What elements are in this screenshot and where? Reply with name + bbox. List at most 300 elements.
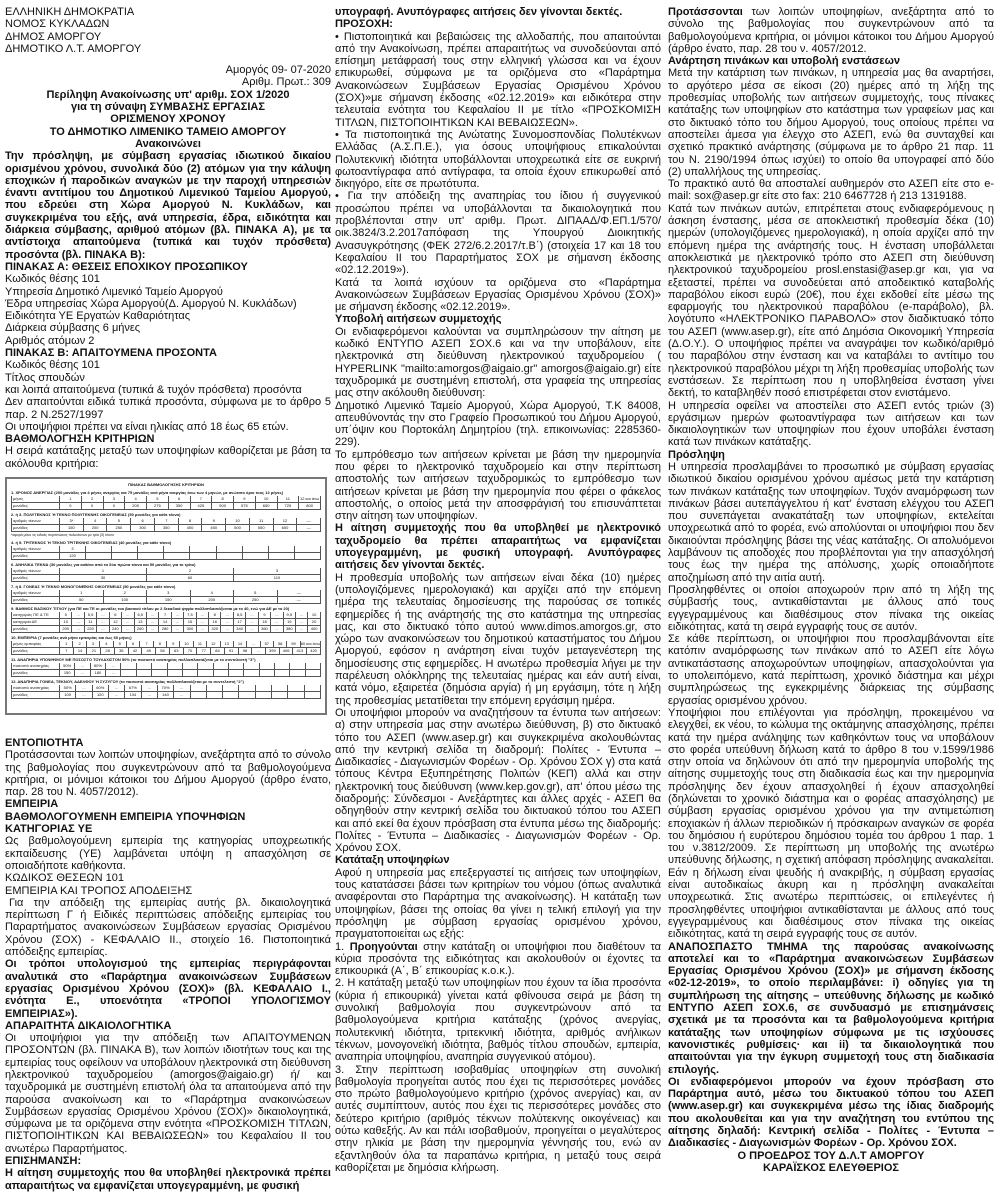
row-label: μονάδες (13, 502, 28, 508)
table-cell (111, 546, 137, 552)
paragraph-text: Αφού η υπηρεσία μας επεξεργαστεί τις αιτήσεις των υποψηφίων, τους κατατάσσει βάσει των κριτηρίων του νόμου (όπως αναλυτικά αναφέρονται στο Παράρτημα της ανακοίνωσης). Η κατάταξη των υποψηφίων, βάσει της οποίας θα γίνει η τελική επιλογή για την πρόσληψη με σύμβαση εργασίας ορισμένου χρόνου, πραγματοποιείται ως εξής: (335, 866, 661, 941)
paragraph (668, 1076, 994, 1150)
row-label: ποσοστό αναπηρίας (13, 684, 50, 690)
paragraph-text: Κατάταξη υποψηφίων (335, 854, 450, 867)
table-cell: 5,5 (84, 612, 96, 618)
paragraph-text: ΑΠΑΡΑΙΤΗΤΑ ΔΙΚΑΙΟΛΟΓΗΤΙΚΑ (5, 1019, 172, 1032)
paragraph-text: ΠΙΝΑΚΑΣ Β: ΑΠΑΙΤΟΥΜΕΝΑ ΠΡΟΣΟΝΤΑ (5, 347, 217, 360)
table-cell (255, 685, 271, 691)
table-cell (304, 685, 320, 691)
table-cell: 6 (168, 496, 190, 502)
section-heading (5, 798, 331, 810)
paragraph-text: των λοιπών υποψηφίων, ανεξάρτητα από το σύνολο της βαθμολογίας που συγκεντρώνουν από τα βαθμολογούμενα κριτήρια, οι μόνιμοι κάτοικοι του Δήμου Αμοργού (άρθρο ένατο, παρ. 28 του ν. 4057/2012. (668, 6, 994, 55)
table-cell: ... (245, 619, 257, 625)
table-cell: 0 (59, 503, 81, 509)
table-row (11, 597, 321, 604)
table-cell: 60% (92, 685, 108, 691)
table-cell: ... (196, 612, 208, 618)
table-cell: 12 και άνω (299, 495, 320, 501)
table-cell: 2 (81, 496, 103, 502)
paragraph-text: Κατά των πινάκων αυτών, επιτρέπεται στους ενδιαφερόμενους η άσκηση ένστασης, μέσα σε αποκλειστική προθεσμία δέκα (10) ημερών (υπολογιζόμενες ημερολογιακά), η οποία αρχίζει από την επόμενη ημέρα της ανάρτησής τους. Η ένσταση υποβάλλεται αποκλειστικά με ηλεκτρονικό τρόπο στο ΑΣΕΠ στη διεύθυνση ηλεκτρονικού ταχυδρομείου prosl.enstasi@asep.gr και, για να εξεταστεί, πρέπει να συνοδεύεται από αποδεικτικό καταβολής παραβόλου είκοσι ευρώ (20€), που έχει εκδοθεί είτε μέσω της εφαρμογής του ηλεκτρονικού παραβόλου (e-παράβολο), βλ. λογότυπο «ΗΛΕΚΤΡΟΝΙΚΟ ΠΑΡΑΒΟΛΟ» στον διαδικτυακό τόπο του ΑΣΕΠ (www.asep.gr), είτε από Δημόσια Οικονομική Υπηρεσία (Δ.Ο.Υ.). Ο υποψήφιος πρέπει να αναγράψει τον κωδικό/αριθμό του παραβόλου στην ένσταση και να καταβάλει το αντίτιμο του ηλεκτρονικού παραβόλου μέχρι τη λήξη προθεσμίας υποβολής των ενστάσεων. Σε περίπτωση που η υποβληθείσα ένσταση γίνει δεκτή, το καταβληθέν ποσό επιστρέφεται στον ενιστάμενο. (668, 202, 994, 400)
section-title: 11. ΑΝΑΠΗΡΙΑ ΥΠΟΨΗΦΙΟΥ ΜΕ ΠΟΣΟΣΤΟ ΤΟΥΛΑΧΙΣΤΟΝ 50% (το ποσοστό αναπηρίας πολλαπλασιάζεται με το συντελεστή "3") (11, 656, 256, 662)
table-cell (206, 692, 222, 698)
table-cell: 20 (307, 619, 319, 625)
table-cell: 5 (233, 590, 277, 596)
table-row (11, 612, 321, 619)
table-cell: 3 (86, 641, 99, 647)
paragraph (5, 421, 331, 433)
table-cell: 70% (157, 685, 173, 691)
paragraph (5, 298, 331, 310)
paragraph-text: ΕΜΠΕΙΡΙΑ ΚΑΙ ΤΡΟΠΟΣ ΑΠΟΔΕΙΞΗΣ (5, 884, 193, 897)
section-heading (335, 313, 661, 325)
table-cell: ... (74, 663, 89, 669)
table-cell: ... (121, 626, 133, 632)
table-cell (274, 663, 289, 669)
table-cell: 240 (109, 626, 121, 632)
paragraph-text: Την πρόσληψη, με σύμβαση εργασίας ιδιωτικού δικαίου ορισμένου χρόνου, συνολικά δύο (2) ατόμων για την κάλυψη εποχικών ή παροδικών αναγκών με την παροχή υπηρεσιών έναντι αντιτίμου του Δημοτικού Λιμενικού Ταμείου Αμοργού, που εδρεύει στη Χώρα Αμοργού Ν. Κυκλάδων, και συγκεκριμένα του εξής, ανά υπηρεσία, έδρα, ειδικότητα και διάρκεια σύμβασης, αριθμού ατόμων (βλ. ΠΙΝΑΚΑ Α), με τα αντίστοιχα απαιτούμενα (τυπικά και τυχόν πρόσθετα) προσόντα (βλ. ΠΙΝΑΚΑ Β): (5, 150, 331, 261)
paragraph (5, 396, 331, 421)
table-cell (268, 553, 294, 559)
paragraph (668, 400, 994, 449)
table-row (11, 626, 321, 633)
paragraph (5, 445, 331, 470)
paragraph-text: Ανάρτηση πινάκων και υποβολή ενστάσεων (668, 55, 901, 68)
table-cell: 400 (307, 626, 319, 632)
table-section (11, 562, 321, 582)
table-cell: 13 (134, 619, 146, 625)
table-cell: 2 (146, 568, 233, 574)
paragraph-text: Αμοργός 09- 07-2020 (225, 64, 331, 77)
paragraph-text: Μετά την κατάρτιση των πινάκων, η υπηρεσία μας θα αναρτήσει, το αργότερο μέσα σε είκοσι (20) ημέρες από τη λήξη της προθεσμίας υποβολής των αιτήσεων συμμετοχής, τους πίνακες κατάταξης των υποψηφίων στο κατάστημα των γραφείων μας και στο δικτυακό τόπο του δήμου Αμοργού, τους οποίους πρέπει να αποστείλει άμεσα για έλεγχο στο ΑΣΕΠ, ενώ θα συνταχθεί και σχετικό πρακτικό ανάρτησης (σύμφωνα με το άρθρο 21 παρ. 11 του Ν. 2190/1994 όπως ισχύει) το οποίο θα υπογραφεί από δύο (2) υπαλλήλους της υπηρεσίας. (668, 67, 994, 178)
paragraph-text: Για την απόδειξη της εμπειρίας αυτής βλ. δικαιολογητικά περίπτωση Γ ή Ειδικές περιπτώσεις απόδειξης εμπειρίας του Παραρτήματος ανακοινώσεων Συμβάσεων εργασίας Ορισμένου Χρόνου (ΣΟΧ) - ΚΕΦΑΛΑΙΟ ΙΙ., στοιχείο 16. Πιστοποιητικά απόδειξης εμπειρίας. (5, 896, 331, 959)
table-note: *αφορά μόνο τις ειδικές περιπτώσεις πολυτέκνων με τρία (3) τέκνα (11, 532, 114, 537)
table-cell: 200 (190, 597, 234, 603)
table-cell: 59 (286, 641, 299, 647)
table-cell (197, 670, 212, 676)
section-title: 10. ΕΜΠΕΙΡΙΑ (7 μονάδες ανά μήνα εμπειρίας και έως 60 μήνες) (11, 634, 132, 640)
paragraph (335, 400, 661, 449)
table-cell: ... (270, 626, 282, 632)
paragraph (5, 958, 331, 1019)
table-cell: ... (220, 626, 232, 632)
table-cell: ... (270, 612, 282, 618)
table-cell (305, 670, 320, 676)
table-cell (287, 692, 303, 698)
table-cell: 11 (193, 641, 206, 647)
table-cell: 650 (255, 503, 277, 509)
paragraph-text: ΒΑΘΜΟΛΟΓΟΥΜΕΝΗ ΕΜΠΕΙΡΙΑ ΥΠΟΨΗΦΙΩΝ (5, 810, 246, 823)
section-heading (335, 18, 661, 30)
table-cell: ... (171, 619, 183, 625)
row-label: αριθμός τέκνων (13, 567, 41, 573)
paragraph (335, 190, 661, 276)
table-cell: 12 (206, 641, 219, 647)
table-cell (216, 546, 242, 552)
row-label: αριθμός τέκνων (13, 517, 41, 523)
table-cell: 60 (146, 575, 233, 581)
table-cell: 200 (124, 503, 146, 509)
table-cell: 56 (155, 648, 169, 654)
table-cell: ... (71, 619, 83, 625)
table-cell: ... (171, 626, 183, 632)
paragraph (5, 76, 331, 88)
table-cell: 6,5 (134, 612, 146, 618)
table-cell: — (296, 525, 320, 531)
paragraph (5, 897, 331, 958)
row-label: κατηγορία ΔΕ (13, 618, 37, 624)
table-cell (222, 685, 238, 691)
paragraph-text: Υποβολή αιτήσεων συμμετοχής (335, 313, 502, 326)
table-cell: ... (270, 619, 282, 625)
table-cell (255, 692, 271, 698)
section-heading (5, 1020, 331, 1032)
paragraph-text: Κωδικός θέσης 101 (5, 273, 100, 286)
section-title: 2. ή 3. ΠΟΛΥΤΕΚΝΟΣ Ή ΤΕΚΝΟ ΠΟΛΥΤΕΚΝΗΣ ΟΙΚΟΓΕΝΕΙΑΣ (50 μονάδες για κάθε τέκνο) (11, 511, 181, 517)
table-cell: 58 (273, 641, 286, 647)
table-cell (190, 692, 206, 698)
table-cell: ... (105, 670, 120, 676)
table-cell (136, 663, 151, 669)
table-cell: ... (108, 685, 124, 691)
paragraph-text: ΔΗΜΟΤΙΚΟ Λ.Τ. ΑΜΟΡΓΟΥ (5, 42, 142, 55)
table-cell (216, 553, 242, 559)
paragraph (5, 310, 331, 322)
paragraph-text: ΕΝΤΟΠΙΟΤΗΤΑ (5, 736, 84, 749)
table-cell: 150 (59, 525, 83, 531)
table-cell: ... (196, 626, 208, 632)
paragraph-text: Το πρακτικό αυτό θα αποσταλεί αυθημερόν στο ΑΣΕΠ είτε στο e-mail: sox@asep.gr είτε στο fax: 210 6467728 ή 213 1319188. (668, 178, 994, 203)
table-cell: 575 (233, 503, 255, 509)
table-cell: ... (108, 692, 124, 698)
paragraph (5, 64, 331, 76)
table-cell: 11 (84, 619, 96, 625)
paragraph (5, 322, 331, 334)
table-cell (151, 663, 166, 669)
table-cell: 250 (233, 597, 277, 603)
table-cell: 360 (258, 626, 270, 632)
paragraph-text: Ανακοινώνει (135, 137, 201, 150)
table-cell: 9 (201, 518, 225, 524)
announcement-title (5, 89, 331, 101)
paragraph (335, 572, 661, 707)
table-cell: 7 (139, 641, 152, 647)
paragraph-text: ΑΝΑΠΟΣΠΑΣΤΟ ΤΜΗΜΑ της παρούσας ανακοίνωσης αποτελεί και το «Παράρτημα ανακοινώσεων Συμβάσεων Εργασίας Ορισμένου Χρόνου (ΣΟΧ)» με σήμανση έκδοσης «02-12-2019», το οποίο περιλαμβάνει: i) οδηγίες για τη συμπλήρωση της αίτησης – υπεύθυνης δήλωσης με κωδικό ΕΝΤΥΠΟ ΑΣΕΠ ΣΟΧ.6, σε συνδυασμό με επισημάνσεις σχετικά με τα προσόντα και τα βαθμολογούμενα κριτήρια κατάταξης των υποψηφίων σύμφωνα με τις ισχύουσες κανονιστικές ρυθμίσεις· και ii) τα δικαιολογητικά που απαιτούνται για την έγκυρη συμμετοχή τους στη διαδικασία επιλογής. (668, 940, 994, 1076)
paragraph-text: Η σειρά κατάταξης μεταξύ των υποψηφίων καθορίζεται με βάση τα ακόλουθα κριτήρια: (5, 445, 331, 470)
paragraph-text: Η υπηρεσία οφείλει να αποστείλει στο ΑΣΕΠ εντός τριών (3) εργάσιμων ημερών φωτοαντίγραφα των αιτήσεων και των δικαιολογητικών των υποψηφίων που έχουν υποβάλει ένσταση κατά των πινάκων κατάταξης. (668, 399, 994, 449)
table-cell: 300 (130, 525, 154, 531)
table-cell (137, 553, 163, 559)
paragraph-text: ΚΑΡΑΪΣΚΟΣ ΕΛΕΥΘΕΡΙΟΣ (762, 1161, 900, 1174)
section-title: 7. ή 8. ΓΟΝΕΑΣ Ή ΤΕΚΝΟ ΜΟΝΟΓΟΝΕΪΚΗΣ ΟΙΚΟΓΕΝΕΙΑΣ (50 μονάδες για κάθε τέκνο) (11, 583, 176, 589)
table-cell: 250 (106, 525, 130, 531)
table-cell: 12 (273, 518, 297, 524)
table-cell (182, 663, 197, 669)
table-cell: 70 (183, 648, 197, 654)
table-cell: 220 (84, 626, 96, 632)
table-row (11, 568, 321, 575)
paragraph (5, 872, 331, 884)
paragraph (668, 67, 994, 178)
table-cell: 67% (124, 685, 140, 691)
table-cell (289, 663, 304, 669)
table-cell: 1 (59, 641, 72, 647)
table-cell: 800 (298, 503, 320, 509)
table-cell: 5 (113, 641, 126, 647)
paragraph (335, 1064, 661, 1175)
table-cell: 50 (59, 597, 103, 603)
table-cell: 9,5 (283, 612, 295, 618)
table-cell: — (277, 590, 321, 596)
paragraph-text: για τη σύναψη ΣΥΜΒΑΣΗΣ ΕΡΓΑΣΙΑΣ (71, 101, 265, 114)
table-cell: 4 (99, 641, 112, 647)
table-cell: 8,5 (233, 612, 245, 618)
table-cell (167, 670, 182, 676)
table-cell: ... (295, 612, 307, 618)
paragraph (668, 941, 994, 1076)
table-row (11, 518, 321, 525)
table-row (11, 663, 321, 670)
table-cell: 275 (146, 503, 168, 509)
table-cell: 98 (238, 648, 252, 654)
paragraph (668, 633, 994, 707)
table-cell: ... (121, 612, 133, 618)
paragraph-text: ΠΡΟΣΟΧΗ: (335, 18, 393, 31)
table-cell (271, 685, 287, 691)
table-cell: — (296, 518, 320, 524)
table-cell: 0 (103, 503, 125, 509)
table-cell (85, 553, 111, 559)
table-cell: 9 (233, 496, 255, 502)
table-row (11, 692, 321, 699)
table-cell (228, 663, 243, 669)
table-cell: 5 (106, 518, 130, 524)
table-cell (167, 663, 182, 669)
table-cell: ... (196, 619, 208, 625)
paragraph-text: Οι τρόποι υπολογισμού της εμπειρίας περιγράφονται αναλυτικά στο «Παράρτημα ανακοινώσεων Συμβάσεων εργασίας Ορισμένου Χρόνου (ΣΟΧ)» (βλ. ΚΕΦΑΛΑΙΟ Ι., ενότητα Ε., υποενότητα «ΤΡΟΠΟΙ ΥΠΟΛΟΓΙΣΜΟΥ ΕΜΠΕΙΡΙΑΣ»). (5, 958, 331, 1020)
table-cell: 15 (183, 619, 195, 625)
table-cell: 80% (90, 663, 105, 669)
row-label: μήνες (13, 495, 24, 501)
paragraph (335, 941, 661, 978)
paragraph-text: • Τα πιστοποιητικά της Ανώτατης Συνομοσπονδίας Πολυτέκνων Ελλάδας (Α.Σ.Π.Ε.), για όσους υποψήφιους επικαλούνται Πολυτεκνική ιδιότητα υποβάλλονται υποχρεωτικά είτε σε ευκρινή φωτοαντίγραφα από αντίγραφα, τα οποία έχουν επικυρωθεί από δικηγόρο, είτε σε πρωτότυπα. (335, 128, 661, 191)
row-label: μονάδες (13, 691, 28, 697)
paragraph-text: ΠΙΝΑΚΑΣ Α: ΘΕΣΕΙΣ ΕΠΟΧΙΚΟΥ ΠΡΟΣΩΠΙΚΟΥ (5, 260, 248, 273)
table-cell: ... (295, 619, 307, 625)
table-cell: 8 (178, 518, 202, 524)
table-cell: 10 (179, 641, 192, 647)
paragraph (668, 178, 994, 203)
table-cell: ... (121, 619, 133, 625)
table-cell: 14 (73, 648, 87, 654)
section-heading (5, 347, 331, 359)
row-label: μονάδες (13, 596, 28, 602)
paragraph-text: ΝΟΜΟΣ ΚΥΚΛΑΔΩΝ (5, 18, 110, 31)
table-cell: 120 (59, 553, 85, 559)
paragraph (668, 707, 994, 941)
table-cell: 399 (265, 648, 279, 654)
table-cell: 91 (224, 648, 238, 654)
paragraph-text: • Για την απόδειξη της αναπηρίας του ίδιου ή συγγενικού προσώπου πρέπει να υποβάλλονται τα δικαιολογητικά που προβλέπονται στην υπ' αριθμ. Πρωτ. ΔΙΠΑΑΔ/Φ.ΕΠ.1/570/ οικ.3824/3.2.2017απόφαση της Υπουργού Διοικητικής Ανασυγκρότησης (ΦΕΚ 272/6.2.2017/τ.Β΄) (στοιχεία 17 και 18 του Κεφαλαίου ΙΙ του Παραρτήματος ΣΟΧ με σήμανση έκδοσης «02.12.2019»). (335, 190, 661, 277)
table-cell: 42 (128, 648, 142, 654)
table-cell: ... (220, 612, 232, 618)
table-cell: ... (75, 692, 91, 698)
paragraph (5, 150, 331, 261)
table-cell: 8 (208, 612, 220, 618)
table-cell: 19 (283, 619, 295, 625)
section-title: 6. ΑΝΗΛΙΚΑ ΤΕΚΝΑ (30 μονάδες για καθένα από τα δύο πρώτα τέκνα και 50 μονάδες για το τρίτο) (11, 561, 196, 567)
table-cell: 10 (255, 496, 277, 502)
table-cell: 150 (59, 670, 74, 676)
column-1 (5, 6, 331, 1192)
paragraph-text: • Πιστοποιητικά και βεβαιώσεις της αλλοδαπής, που απαιτούνται από την Ανακοίνωση, πρέπει απαραιτήτως να συνοδεύονται από επίσημη μετάφρασή τους στην ελληνική γλώσσα και να έχουν επικυρωθεί, σύμφωνα με τα οριζόμενα στο «Παράρτημα Ανακοινώσεων Συμβάσεων Εργασίας Ορισμένου Χρόνου (ΣΟΧ)»με σήμανση έκδοσης «02.12.2019» και ειδικότερα στην τελευταία ενότητα του Κεφαλαίου ΙΙ με τίτλο «ΠΡΟΣΚΟΜΙΣΗ ΤΙΤΛΩΝ, ΠΙΣΤΟΠΟΙΗΤΙΚΩΝ ΚΑΙ ΒΕΒΑΙΩΣΕΩΝ». (335, 30, 661, 129)
paragraph-text: Δεν απαιτούνται ειδικά τυπικά προσόντα, σύμφωνα με το άρθρο 5 παρ. 2 Ν.2527/1997 (5, 396, 331, 421)
row-label: μονάδες (13, 574, 28, 580)
table-cell: ... (173, 692, 189, 698)
table-cell: 4 (124, 496, 146, 502)
table-cell: 84 (210, 648, 224, 654)
table-cell: ... (96, 626, 108, 632)
table-cell: 3 (103, 496, 125, 502)
paragraph (5, 384, 331, 396)
table-row (11, 503, 321, 510)
table-cell (243, 670, 258, 676)
table-cell (259, 670, 274, 676)
paragraph-text: Προσληφθέντες οι οποίοι αποχωρούν πριν από τη λήξη της σύμβασής τους, αντικαθίστανται με άλλους από τους εγγεγραμμένους και διαθέσιμους στον πίνακα της οικείας ειδικότητας, κατά τη σειρά εγγραφής τους σε αυτόν. (668, 583, 994, 633)
table-cell: 110 (233, 575, 320, 581)
paragraph (335, 31, 661, 129)
paragraph-text: Η προθεσμία υποβολής των αιτήσεων είναι δέκα (10) ημέρες (υπολογιζόμενες ημερολογιακά) και αρχίζει από την επόμενη ημέρα της τελευταίας δημοσίευσης της παρούσας σε τοπικές εφημερίδες ή της ανάρτησής της στο κατάστημα της υπηρεσίας μας, και στο δικτυακό τόπο αυτού www.dimos.amorgos.gr, στο χώρο των ανακοινώσεων του δημοτικού καταστήματος του Δήμου Αμοργού, εφόσον η ανάρτηση είναι τυχόν μεταγενέστερη της δημοσίευσης στις εφημερίδες. Η ανωτέρω προθεσμία λήγει με την παρέλευση ολόκληρης της τελευταίας ημέρας και εάν αυτή είναι, κατά νόμο, εξαιρετέα (δημόσια αργία) ή μη εργάσιμη, τότε η λήξη της προθεσμίας μετατίθεται την επόμενη εργάσιμη ημέρα. (335, 571, 661, 707)
table-cell: 140 (157, 692, 173, 698)
table-cell: ... (71, 626, 83, 632)
table-cell (228, 670, 243, 676)
row-label: μήνες εμπειρίας (13, 640, 42, 646)
table-cell: ... (96, 612, 108, 618)
row-label: κατηγορίες ΠΕ & ΤΕ (13, 611, 49, 617)
table-cell: 413 (292, 648, 306, 654)
table-cell: 35 (114, 648, 128, 654)
paragraph-text: Έδρα υπηρεσίας Χώρα Αμοργού(Δ. Αμοργού Ν. Κυκλάδων) (5, 297, 297, 310)
table-cell (182, 670, 197, 676)
table-cell: 406 (279, 648, 293, 654)
table-cell: ... (71, 612, 83, 618)
paragraph-text: Περίληψη Ανακοίνωσης υπ' αριθμ. ΣΟΧ 1/2020 (46, 88, 290, 101)
paragraph-text: Υποψήφιοι που επιλέγονται για πρόσληψη, προκειμένου να ελεγχθεί, εκ νέου, το κώλυμα της οκτάμηνης απασχόλησης, πρέπει κατά την ημέρα ανάληψης των καθηκόντων τους να υποβάλουν στο φορέα υπεύθυνη δήλωση κατά το άρθρο 8 του ν.1599/1986 στην οποία να δηλώνουν ότι από την ημερομηνία υποβολής της αίτησης συμμετοχής τους στη διαδικασία έως και την ημερομηνία πρόσληψης δεν έχουν απασχοληθεί ή έχουν απασχοληθεί (δηλώνεται το χρονικό διάστημα και ο φορέας απασχόλησης) με σύμβαση εργασίας ορισμένου χρόνου για την αντιμετώπιση εποχιακών ή άλλων περιοδικών ή πρόσκαιρων αναγκών σε φορέα του δημόσιου ή ευρύτερου δημόσιου τομέα του άρθρου 1 παρ. 1 του ν.3812/2009. Σε περίπτωση μη υποβολής της ανωτέρω υπεύθυνης δήλωσης, η σχετική απόφαση πρόσληψης ανακαλείται. Εάν η δήλωση είναι ψευδής ή ανακριβής, η σύμβαση εργασίας είναι αυτοδικαίως άκυρη και η πρόσληψη ανακαλείται υποχρεωτικά. Στις ανωτέρω περιπτώσεις, οι επιλεγέντες ή προσληφθέντες υποψήφιοι αντικαθίστανται με άλλους από τους εγγεγραμμένους και διαθέσιμους στον πίνακα της οικείας ειδικότητας, κατά τη σειρά εγγραφής τους σε αυτόν. (668, 706, 994, 941)
paragraph (668, 461, 994, 584)
table-cell: 2 (103, 590, 147, 596)
row-label: μονάδες (13, 524, 28, 530)
paragraph (5, 18, 331, 30)
table-cell: ... (96, 619, 108, 625)
table-cell: 380 (283, 626, 295, 632)
table-cell (189, 553, 215, 559)
table-cell (85, 546, 111, 552)
table-cell: 28 (100, 648, 114, 654)
table-cell: 8 (153, 641, 166, 647)
table-cell: ... (171, 612, 183, 618)
table-cell: 12 (109, 619, 121, 625)
table-cell: 1 (59, 568, 146, 574)
row-label: αριθμός τέκνων (13, 545, 41, 551)
table-cell: 14 (158, 619, 170, 625)
table-cell: 7,5 (183, 612, 195, 618)
table-cell (243, 663, 258, 669)
paragraph (5, 749, 331, 798)
paragraph-text: Οι υποψήφιοι μπορούν να αναζητήσουν τα έντυπα των αιτήσεων: α) στην υπηρεσία μας στην ανωτέρω διεύθυνση, β) στο δικτυακό τόπο του ΑΣΕΠ (www.asep.gr) και συγκεκριμένα ακολουθώντας από την κεντρική σελίδα τη διαδρομή: Πολίτες - Έντυπα – Διαδικασίες - Διαγωνισμών Φορέων - Ορ. Χρόνου ΣΟΧ γ) στα κατά τόπους Κέντρα Εξυπηρέτησης Πολιτών (ΚΕΠ) αλλά και στην ηλεκτρονική τους διεύθυνση (www.kep.gov.gr), απ' όπου μέσω της διαδρομής: Σύνδεσμοι - Ανεξάρτητες και άλλες αρχές - ΑΣΕΠ θα οδηγηθούν στην κεντρική σελίδα του δικτυακού τόπου του ΑΣΕΠ και από εκεί θα έχουν πρόσβαση στα έντυπα μέσω της διαδρομής: Πολίτες - Έντυπα – Διαδικασίες - Διαγωνισμών Φορέων - Ορ. Χρόνου ΣΟΧ. (335, 706, 661, 855)
paragraph-lead: Προτάσσονται (668, 6, 743, 18)
table-cell (190, 685, 206, 691)
paragraph-text: Τίτλος σπουδών (5, 371, 85, 384)
table-cell (111, 553, 137, 559)
table-cell: 16 (208, 619, 220, 625)
table-cell: 350 (154, 525, 178, 531)
table-row (11, 575, 321, 582)
table-cell: 600 (273, 525, 297, 531)
paragraph (5, 286, 331, 298)
table-cell: 200 (83, 525, 107, 531)
table-cell: 5 (146, 496, 168, 502)
paragraph (5, 1032, 331, 1155)
paragraph (5, 372, 331, 384)
table-section (11, 657, 321, 677)
row-label: μονάδες (13, 647, 28, 653)
paragraph-text: Διάρκεια σύμβασης 6 μήνες (5, 322, 141, 335)
announcement-title (5, 126, 331, 138)
table-row (11, 590, 321, 597)
signature (668, 1162, 994, 1174)
paragraph-text: Ειδικότητα ΥΕ Εργατών Καθαριότητας (5, 310, 191, 323)
table-cell (120, 670, 135, 676)
paragraph (668, 6, 994, 55)
paragraph-text: 2. Η κατάταξη μεταξύ των υποψηφίων που έχουν τα ίδια προσόντα (κύρια ή επικουρικά) γίνεται κατά φθίνουσα σειρά με βάση τη συνολική βαθμολογία που συγκεντρώνουν από τα βαθμολογούμενα κριτήρια κατάταξης (χρόνος ανεργίας, πολυτεκνική ιδιότητα, τριτεκνική ιδιότητα, αριθμός ανήλικων τέκνων, μονογονεϊκή ιδιότητα, βαθμός τίτλου σπουδών, εμπειρία, αναπηρία υποψηφίου, αναπηρία συγγενικού ατόμου). (335, 977, 661, 1064)
row-label: μονάδες (13, 552, 28, 558)
table-cell: ... (146, 619, 158, 625)
table-cell: ... (173, 685, 189, 691)
table-cell: 3* (59, 518, 83, 524)
paragraph-text: Αριθμ. Πρωτ.: 309 (241, 76, 331, 89)
section-heading (5, 823, 331, 835)
table-cell: 6 (126, 641, 139, 647)
table-cell: 260 (134, 626, 146, 632)
table-row (11, 685, 321, 692)
paragraph-text: Ως βαθμολογούμενη εμπειρία της κατηγορίας υποχρεωτικής εκπαίδευσης (ΥΕ) λαμβάνεται υπόψη η απασχόληση σε οποιαδήποτε καθήκοντα. (5, 835, 331, 872)
paragraph-text: Το εμπρόθεσμο των αιτήσεων κρίνεται με βάση την ημερομηνία που φέρει το ηλεκτρονικό ταχυδρομείο και στην περίπτωση αποστολής των αιτήσεων ταχυδρομικώς το εμπρόθεσμο των αιτήσεων κρίνεται με βάση την ημερομηνία που φέρει ο φάκελος αποστολής, ο οποίος μετά την αποσφράγισή του επισυνάπτεται στην αίτηση των υποψηφίων. (335, 448, 661, 523)
table-cell (222, 692, 238, 698)
table-cell (238, 685, 254, 691)
paragraph-text: ΤΟ ΔΗΜΟΤΙΚΟ ΛΙΜΕΝΙΚΟ ΤΑΜΕΙΟ ΑΜΟΡΓΟΥ (49, 125, 287, 138)
paragraph-text: 3. Στην περίπτωση ισοβαθμίας υποψηφίων στη συνολική βαθμολογία προηγείται αυτός που έχει τις περισσότερες μονάδες στο πρώτο βαθμολογούμενο κριτήριο (χρόνος ανεργίας) και, αν αυτές συμπίπτουν, αυτός που έχει τις περισσότερες μονάδες στο δεύτερο κριτήριο (αριθμός τέκνων πολύτεκνης οικογένειας) και ούτω καθεξής. Αν και πάλι ισοβαθμούν, προηγείται ο μεγαλύτερος στην ηλικία με βάση την ημερομηνία γέννησής του, ενώ αν εξαντληθούν όλα τα παραπάνω κριτήρια, η μεταξύ τους σειρά καθορίζεται με δημόσια κλήρωση. (335, 1063, 661, 1174)
paragraph-text: ΚΩΔΙΚΟΣ ΘΕΣΕΩΝ 101 (5, 872, 124, 885)
table-section (11, 606, 321, 633)
table-cell: ... (141, 685, 157, 691)
table-row (11, 525, 321, 532)
table-cell: 450 (201, 525, 225, 531)
table-cell: 8 (211, 496, 233, 502)
table-cell: ... (295, 626, 307, 632)
paragraph-text: ΒΑΘΜΟΛΟΓΗΣΗ ΚΡΙΤΗΡΙΩΝ (5, 433, 155, 446)
table-cell: 10 (307, 612, 319, 618)
table-cell: ... (245, 612, 257, 618)
paragraph (5, 335, 331, 347)
table-cell: 7 (158, 612, 170, 618)
section-heading (335, 854, 661, 866)
table-cell: 21 (86, 648, 100, 654)
table-cell: ... (75, 685, 91, 691)
table-cell: 50% (59, 663, 74, 669)
paragraph (335, 326, 661, 400)
table-cell (120, 663, 135, 669)
table-cell (271, 692, 287, 698)
